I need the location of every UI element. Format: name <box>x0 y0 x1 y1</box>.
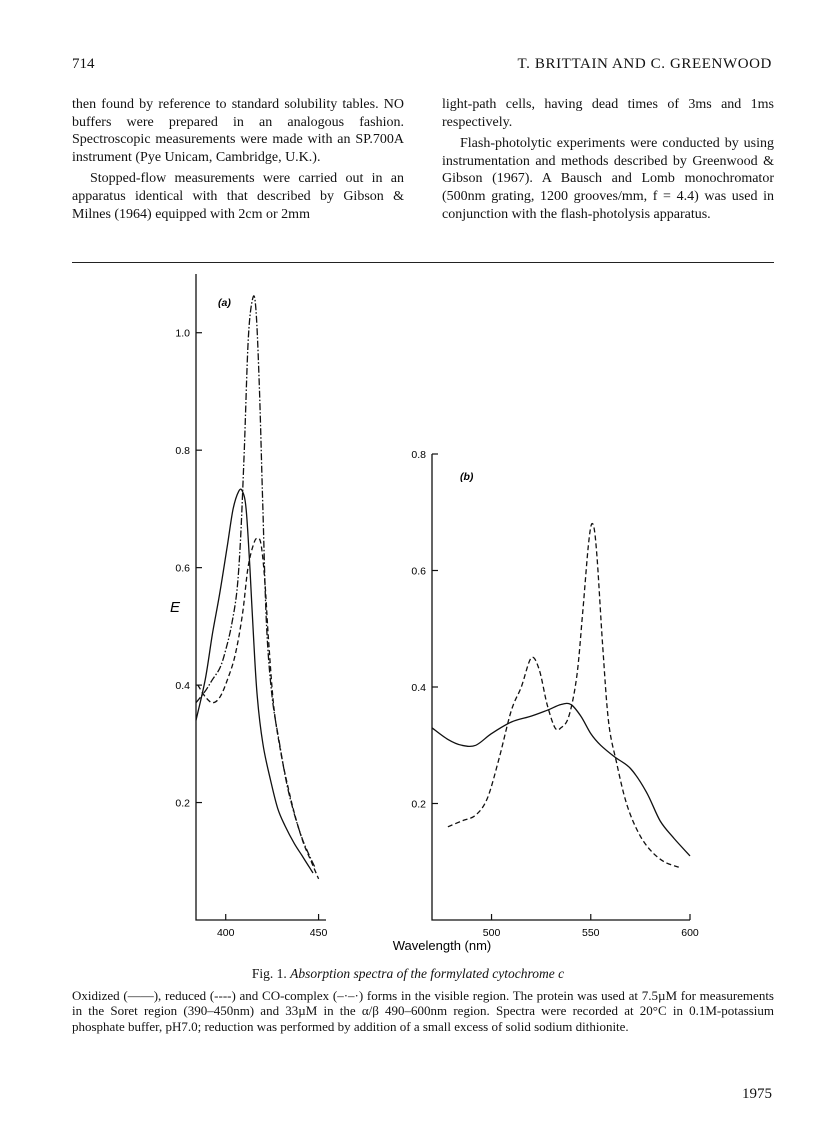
x-tick-label: 400 <box>216 927 235 939</box>
series-reduced-line <box>448 524 680 868</box>
y-tick-label: 0.8 <box>175 445 190 458</box>
y-tick-label: 0.6 <box>411 565 426 578</box>
paragraph-stopped-flow: Stopped-flow measurements were carried out in an apparatus identical with that described by Gibson & Milnes (1964) equipped with 2cm or 2mm <box>72 171 404 222</box>
page-number: 714 <box>72 56 95 72</box>
right-column <box>442 96 774 223</box>
y-tick-label: 0.2 <box>411 798 426 811</box>
left-column <box>72 96 404 223</box>
panel-label: (b) <box>460 471 474 483</box>
x-axis-label: Wavelength (nm) <box>392 938 492 953</box>
y-axis-label: E <box>169 599 181 616</box>
panel-label: (a) <box>218 297 231 309</box>
series-oxidized-line <box>196 489 313 873</box>
caption-prefix: Fig. 1. <box>251 966 287 981</box>
panel-a <box>175 274 327 939</box>
x-tick-label: 600 <box>681 927 699 939</box>
y-tick-label: 0.6 <box>175 562 190 575</box>
y-tick-label: 0.2 <box>175 797 190 810</box>
caption-title: Absorption spectra of the formylated cytochrome c <box>290 966 565 981</box>
series-co-complex-line <box>196 296 315 867</box>
series-oxidized-line <box>432 703 690 856</box>
footer-year: 1975 <box>742 1086 772 1102</box>
section-rule <box>72 262 774 263</box>
axes-1 <box>432 454 690 920</box>
axes-0 <box>196 274 326 920</box>
y-tick-label: 0.8 <box>411 449 426 461</box>
x-tick-label: 500 <box>482 927 501 939</box>
figure-caption <box>0 966 816 982</box>
paragraph-flash-photolysis: Flash-photolytic experiments were conducted by using instrumentation and methods described by Greenwood & Gibson (1967). A Bausch and Lomb monochromator (500nm grating, 1200 grooves/mm, f = 4.4) was used in conjunction with the flash-photolysis apparatus. <box>442 136 774 222</box>
paragraph-solubility: then found by reference to standard solubility tables. NO buffers were prepared in an analogous fashion. Spectroscopic measurements were made with an SP.700A instrument (Pye Unicam, Cambridge, U.K.). <box>72 97 404 165</box>
panel-b <box>411 449 699 939</box>
figure-1-spectra <box>0 270 816 962</box>
figure-legend: Oxidized (——), reduced (----) and CO-complex (–·–·) forms in the visible region. The protein was used at 7.5µM for measurements in the Soret region (390–450nm) and 33µM in the α/β 490–600nm region. Spectra were recorded at 20°C in 0.1M-potassium phosphate buffer, pH7.0; reduction was performed by addition of a small excess of solid sodium dithionite. <box>72 988 774 1034</box>
x-tick-label: 550 <box>582 927 600 939</box>
y-tick-label: 0.4 <box>411 682 426 694</box>
y-tick-label: 0.4 <box>175 680 190 693</box>
y-tick-label: 1.0 <box>175 327 190 340</box>
running-head: T. BRITTAIN AND C. GREENWOOD <box>517 56 772 72</box>
paragraph-light-path: light-path cells, having dead times of 3ms and 1ms respectively. <box>442 97 774 130</box>
x-tick-label: 450 <box>309 927 328 939</box>
